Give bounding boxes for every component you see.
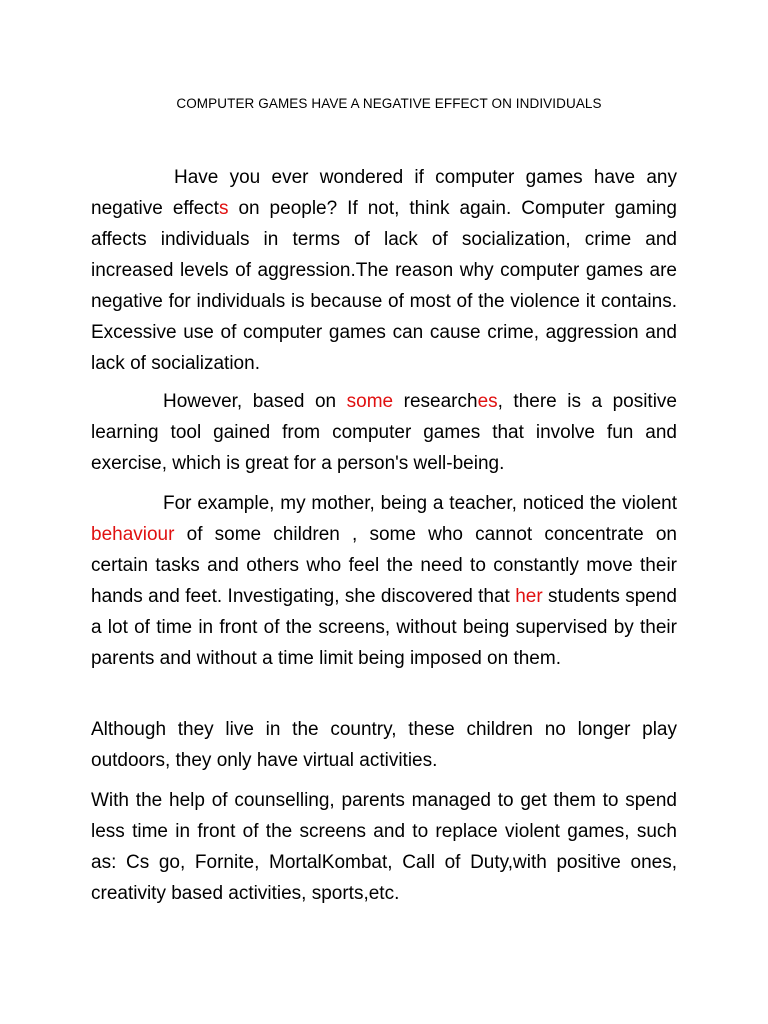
- paragraph-country: [91, 714, 677, 776]
- document-title: COMPUTER GAMES HAVE A NEGATIVE EFFECT ON INDIVIDUALS: [176, 96, 602, 111]
- paragraph-text: For example, my mother, being a teacher, noticed the violent: [163, 493, 677, 514]
- paragraph-text: on people? If not, think again. Computer gaming affects individuals in terms of lack of socialization, crime and increased levels of aggression.The reason why computer games are negative for individuals is because of most of the violence it contains. Excessive use of computer games can cause crime, aggression and lack of socialization.: [91, 198, 677, 374]
- paragraph-text: of some children , some who cannot concentrate on certain tasks and others who feel the need to constantly move their hands and feet. Investigating, she discovered that: [91, 524, 677, 607]
- paragraph-example: [91, 488, 677, 674]
- highlighted-edit: behaviour: [91, 524, 175, 545]
- paragraph-text: Have you ever wondered if computer games have any negative effect: [91, 167, 677, 219]
- paragraph-text: research: [393, 391, 478, 412]
- paragraph-text: students spend a lot of time in front of the screens, without being supervised by their parents and without a time limit being imposed on them.: [91, 586, 678, 669]
- highlighted-edit: s: [218, 198, 229, 219]
- highlighted-edit: es: [477, 391, 498, 412]
- highlighted-edit: some: [346, 391, 394, 412]
- paragraph-text: , there is a positive learning tool gained from computer games that involve fun and exercise, which is great for a person's well-being.: [91, 391, 677, 474]
- highlighted-edit: her: [515, 586, 543, 607]
- paragraph-text: Although they live in the country, these children no longer play outdoors, they only have virtual activities.: [91, 719, 677, 771]
- paragraph-positive: [91, 386, 677, 479]
- paragraph-text: However, based on: [163, 391, 347, 412]
- paragraph-intro: [91, 162, 677, 379]
- paragraph-counselling: [91, 785, 677, 909]
- paragraph-text: With the help of counselling, parents managed to get them to spend less time in front of the screens and to replace violent games, such as: Cs go, Fornite, MortalKombat, Call of Duty,with positive ones, creativity based activities, sports,etc.: [91, 790, 677, 904]
